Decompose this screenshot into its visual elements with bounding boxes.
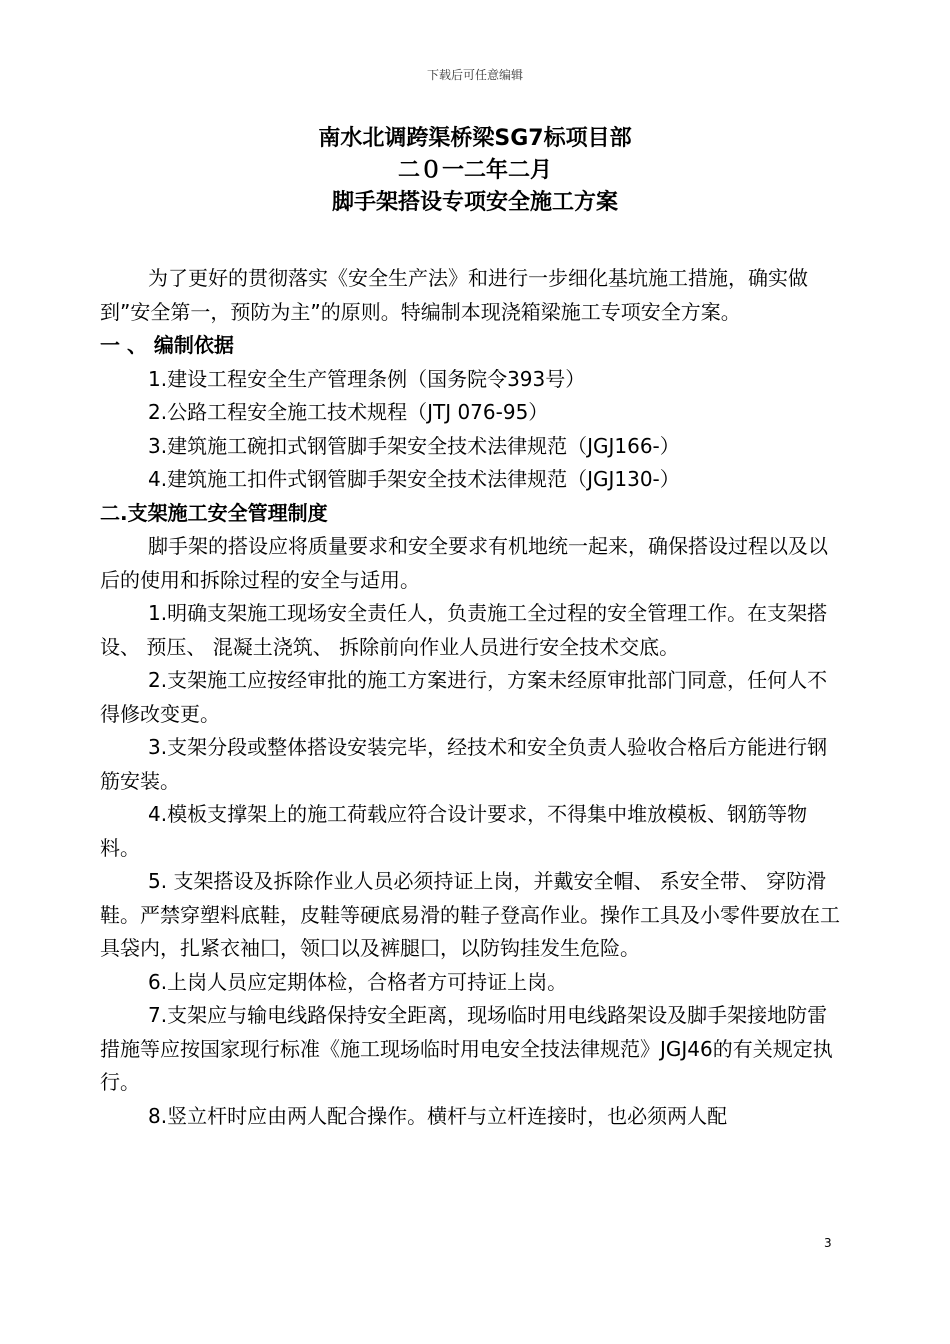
- section2-item: 7.支架应与输电线路保持安全距离，现场临时用电线路架设及脚手架接地防雷措施等应按国家现行标准《施工现场临时用电安全技法律规范》JGJ46的有关规定执行。: [100, 1003, 833, 1094]
- header-note: 下载后可任意编辑: [426, 68, 523, 82]
- title-project: 南水北调跨渠桥梁SG7标项目部: [318, 126, 632, 151]
- title-date: 二０一二年二月: [397, 158, 552, 183]
- section2-item: 6.上岗人员应定期体检，合格者方可持证上岗。: [148, 969, 568, 994]
- section2-item: 4.模板支撑架上的施工荷载应符合设计要求，不得集中堆放模板、钢筋等物料。: [100, 802, 808, 860]
- title-plan: 脚手架搭设专项安全施工方案: [331, 190, 618, 215]
- section1-item: 3.建筑施工碗扣式钢管脚手架安全技术法律规范（JGJ166-）: [148, 433, 680, 458]
- section1-item: 4.建筑施工扣件式钢管脚手架安全技术法律规范（JGJ130-）: [148, 467, 680, 491]
- page-number: 3: [824, 1236, 832, 1250]
- section1-heading: 一 、 编制依据: [100, 333, 234, 357]
- section1-item: 2.公路工程安全施工技术规程（JTJ 076-95）: [148, 400, 549, 424]
- section2-item: 2.支架施工应按经审批的施工方案进行，方案未经原审批部门同意，任何人不得修改变更。: [100, 668, 828, 726]
- intro-paragraph: 为了更好的贯彻落实《安全生产法》和进行一步细化基坑施工措施，确实做到”安全第一，预防为主”的原则。特编制本现浇箱梁施工专项安全方案。: [100, 266, 808, 324]
- section2-intro: 脚手架的搭设应将质量要求和安全要求有机地统一起来，确保搭设过程以及以后的使用和拆除过程的安全与适用。: [100, 534, 828, 592]
- section2-item: 1.明确支架施工现场安全责任人，负责施工全过程的安全管理工作。在支架搭设、 预压、 混凝土浇筑、 拆除前向作业人员进行安全技术交底。: [100, 601, 828, 659]
- section2-item: 5. 支架搭设及拆除作业人员必须持证上岗，并戴安全帽、 系安全带、 穿防滑鞋。严禁穿塑料底鞋，皮鞋等硬底易滑的鞋子登高作业。操作工具及小零件要放在工具袋内，扎紧衣袖囗，领囗以及裤腿囗，以防钩挂发生危险。: [100, 869, 840, 960]
- document-body: [100, 262, 840, 1133]
- section2-heading: 二.支架施工安全管理制度: [100, 500, 328, 525]
- section2-item: 8.竖立杆时应由两人配合操作。横杆与立杆连接时，也必须两人配: [148, 1103, 728, 1128]
- section1-item: 1.建设工程安全生产管理条例（国务院令393号）: [148, 366, 586, 391]
- section2-item: 3.支架分段或整体搭设安装完毕，经技术和安全负责人验收合格后方能进行钢筋安装。: [100, 735, 828, 793]
